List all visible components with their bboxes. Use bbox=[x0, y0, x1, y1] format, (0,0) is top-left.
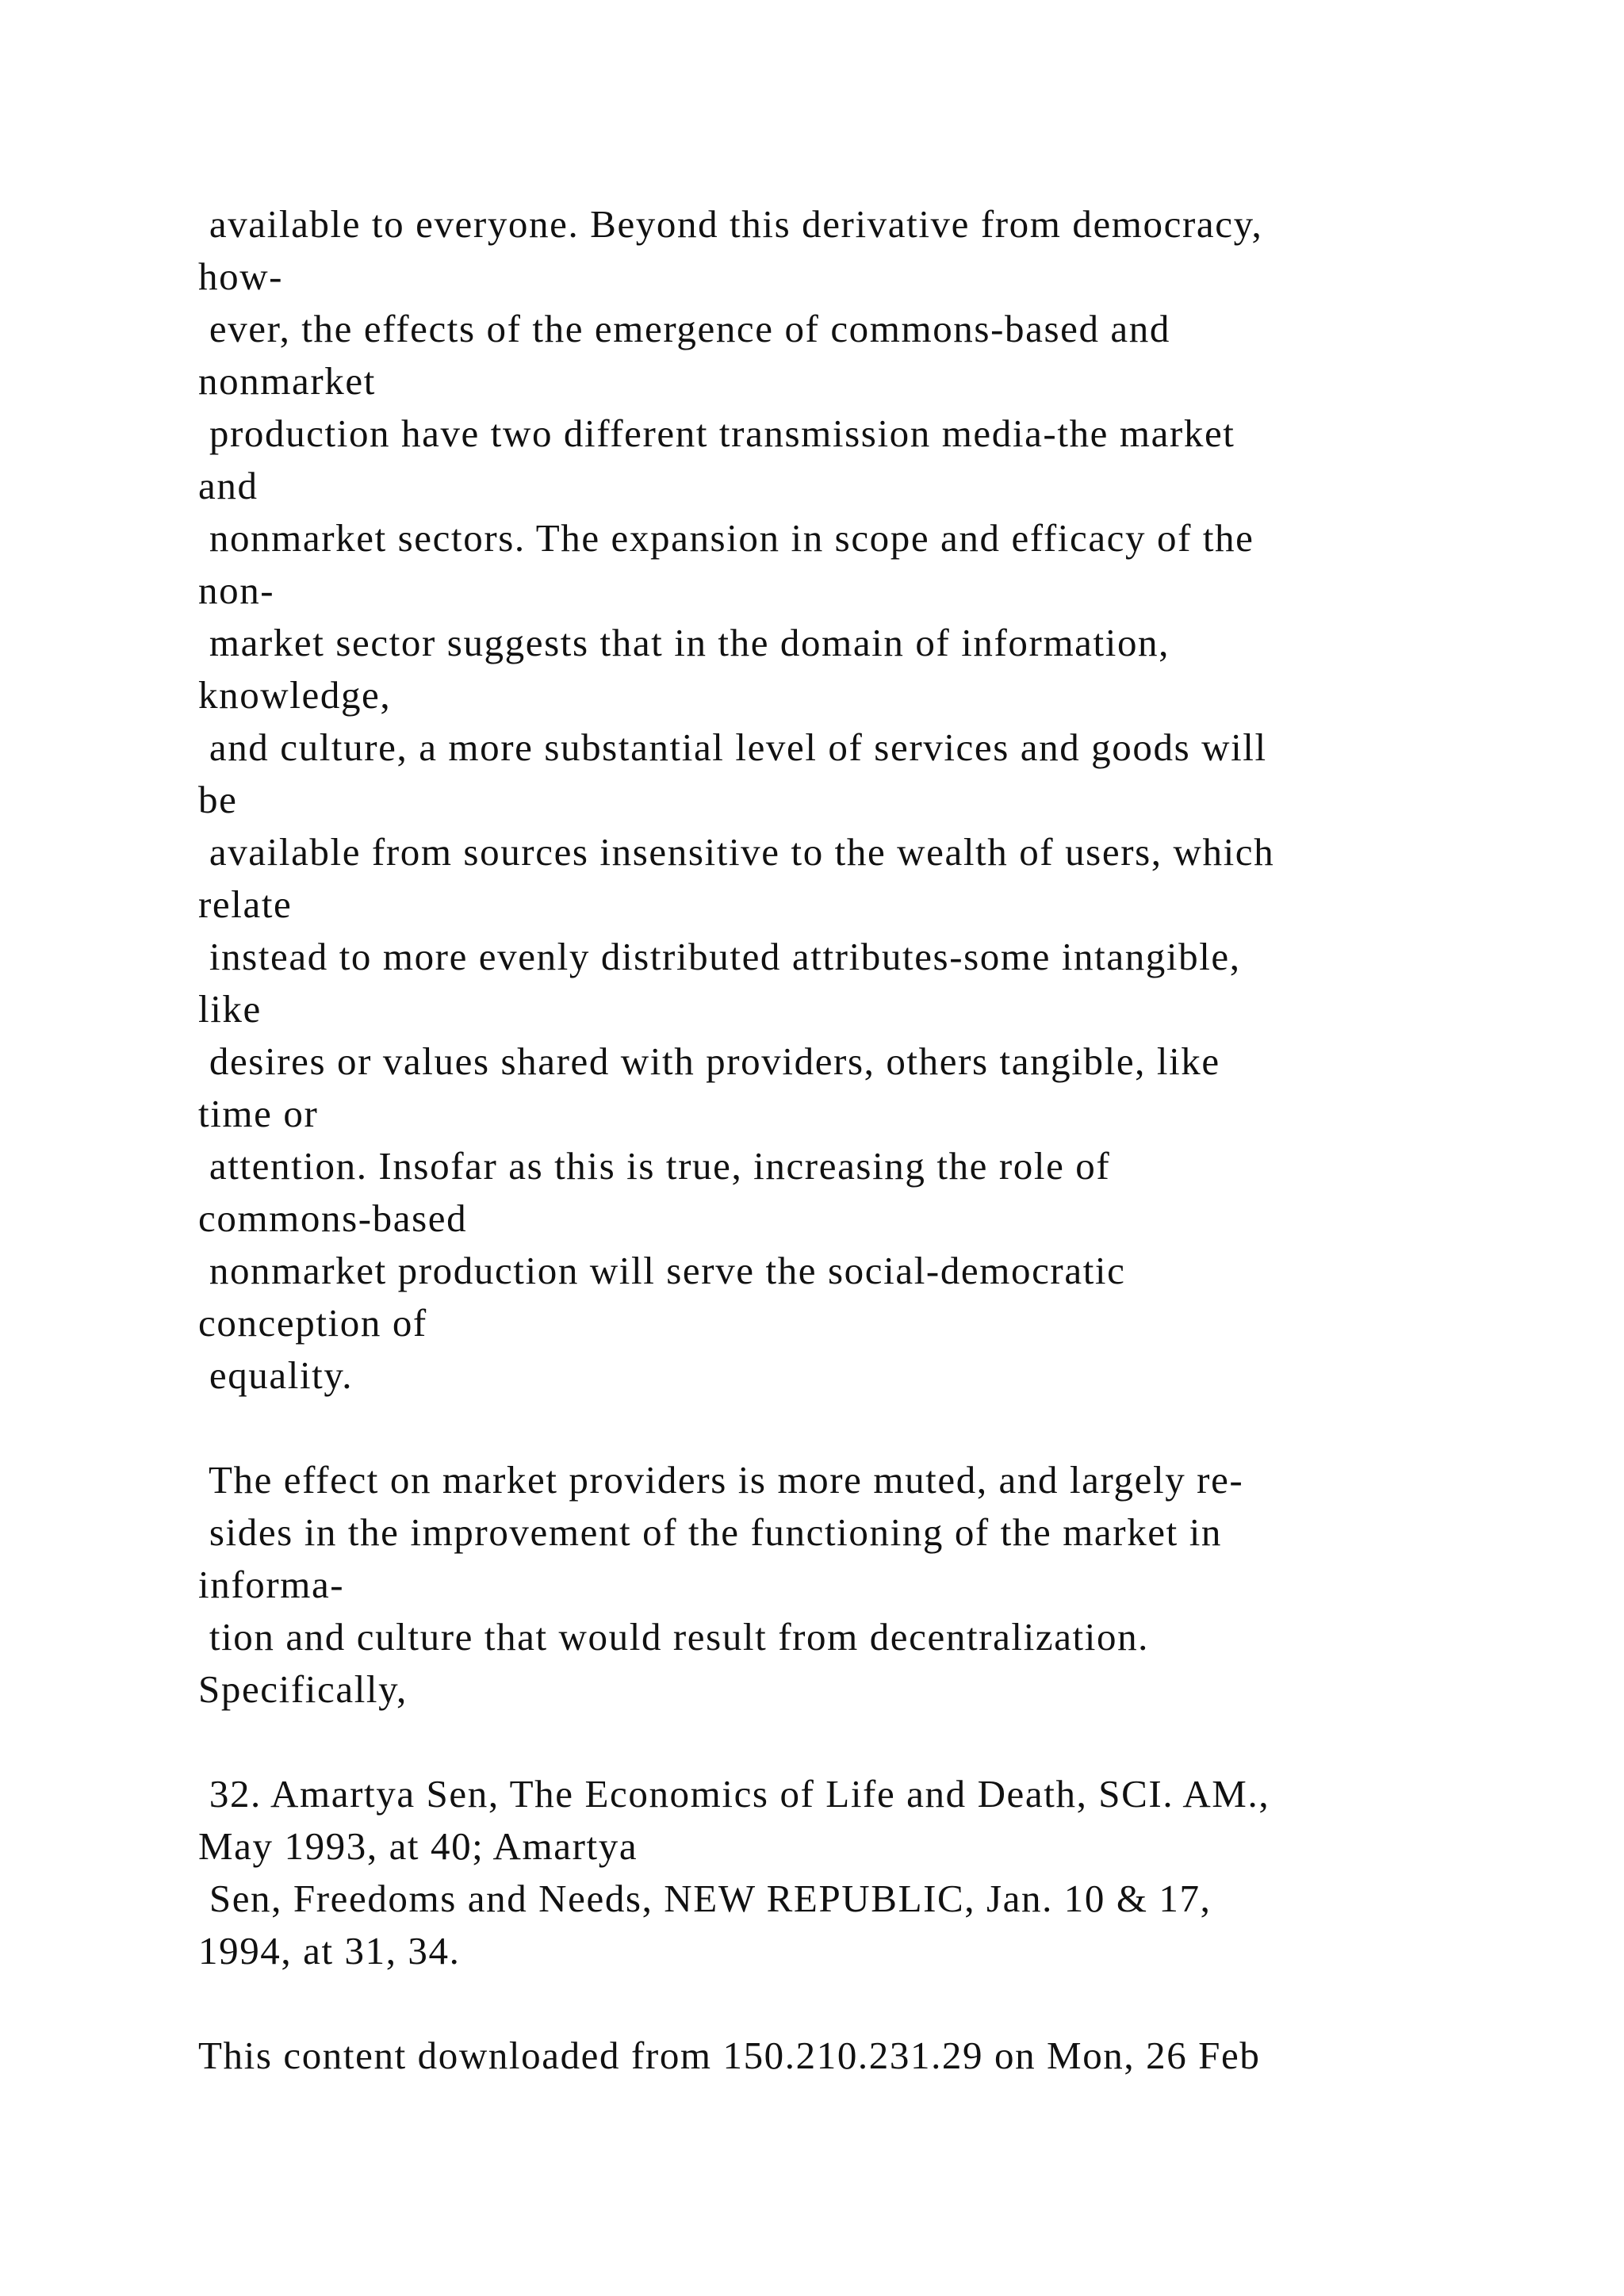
text-line: like bbox=[198, 987, 262, 1031]
text-line: ever, the effects of the emergence of commons-based and bbox=[198, 307, 1170, 350]
text-line: nonmarket production will serve the social-democratic bbox=[198, 1249, 1126, 1292]
body-paragraph-market bbox=[198, 1454, 1546, 1716]
text-line: and culture, a more substantial level of services and goods will bbox=[198, 725, 1267, 769]
body-paragraph-main bbox=[198, 198, 1546, 1402]
text-line: conception of bbox=[198, 1301, 427, 1345]
text-line: instead to more evenly distributed attributes-some intangible, bbox=[198, 935, 1241, 978]
text-line: Specifically, bbox=[198, 1667, 408, 1711]
text-line: tion and culture that would result from decentralization. bbox=[198, 1615, 1150, 1659]
text-line: commons-based bbox=[198, 1196, 468, 1240]
text-line: desires or values shared with providers, others tangible, like bbox=[198, 1039, 1220, 1083]
text-line: This content downloaded from 150.210.231.29 on Mon, 26 Feb bbox=[198, 2034, 1261, 2077]
text-line: sides in the improvement of the functioning of the market in bbox=[198, 1510, 1223, 1554]
text-line: May 1993, at 40; Amartya bbox=[198, 1824, 638, 1868]
text-line: nonmarket bbox=[198, 359, 376, 403]
text-line: informa- bbox=[198, 1563, 345, 1606]
text-line: attention. Insofar as this is true, increasing the role of bbox=[198, 1144, 1111, 1188]
text-line: time or bbox=[198, 1092, 319, 1135]
text-line: knowledge, bbox=[198, 673, 392, 717]
text-line: 32. Amartya Sen, The Economics of Life and Death, SCI. AM., bbox=[198, 1772, 1270, 1816]
text-line: 1994, at 31, 34. bbox=[198, 1929, 461, 1973]
text-line: relate bbox=[198, 882, 293, 926]
text-line: and bbox=[198, 464, 259, 507]
text-line: how- bbox=[198, 254, 284, 298]
text-line: Sen, Freedoms and Needs, NEW REPUBLIC, Jan. 10 & 17, bbox=[198, 1877, 1212, 1920]
text-line: non- bbox=[198, 568, 275, 612]
text-line: nonmarket sectors. The expansion in scope and efficacy of the bbox=[198, 516, 1254, 560]
text-line: market sector suggests that in the domain of information, bbox=[198, 621, 1170, 664]
text-line: production have two different transmission media-the market bbox=[198, 411, 1235, 455]
download-notice bbox=[198, 2030, 1546, 2082]
text-line: available to everyone. Beyond this derivative from democracy, bbox=[198, 202, 1263, 246]
text-line: available from sources insensitive to the wealth of users, which bbox=[198, 830, 1275, 874]
text-line: be bbox=[198, 778, 238, 821]
text-line: The effect on market providers is more muted, and largely re- bbox=[198, 1458, 1244, 1502]
text-line: equality. bbox=[198, 1353, 354, 1397]
footnote-32 bbox=[198, 1768, 1546, 1977]
